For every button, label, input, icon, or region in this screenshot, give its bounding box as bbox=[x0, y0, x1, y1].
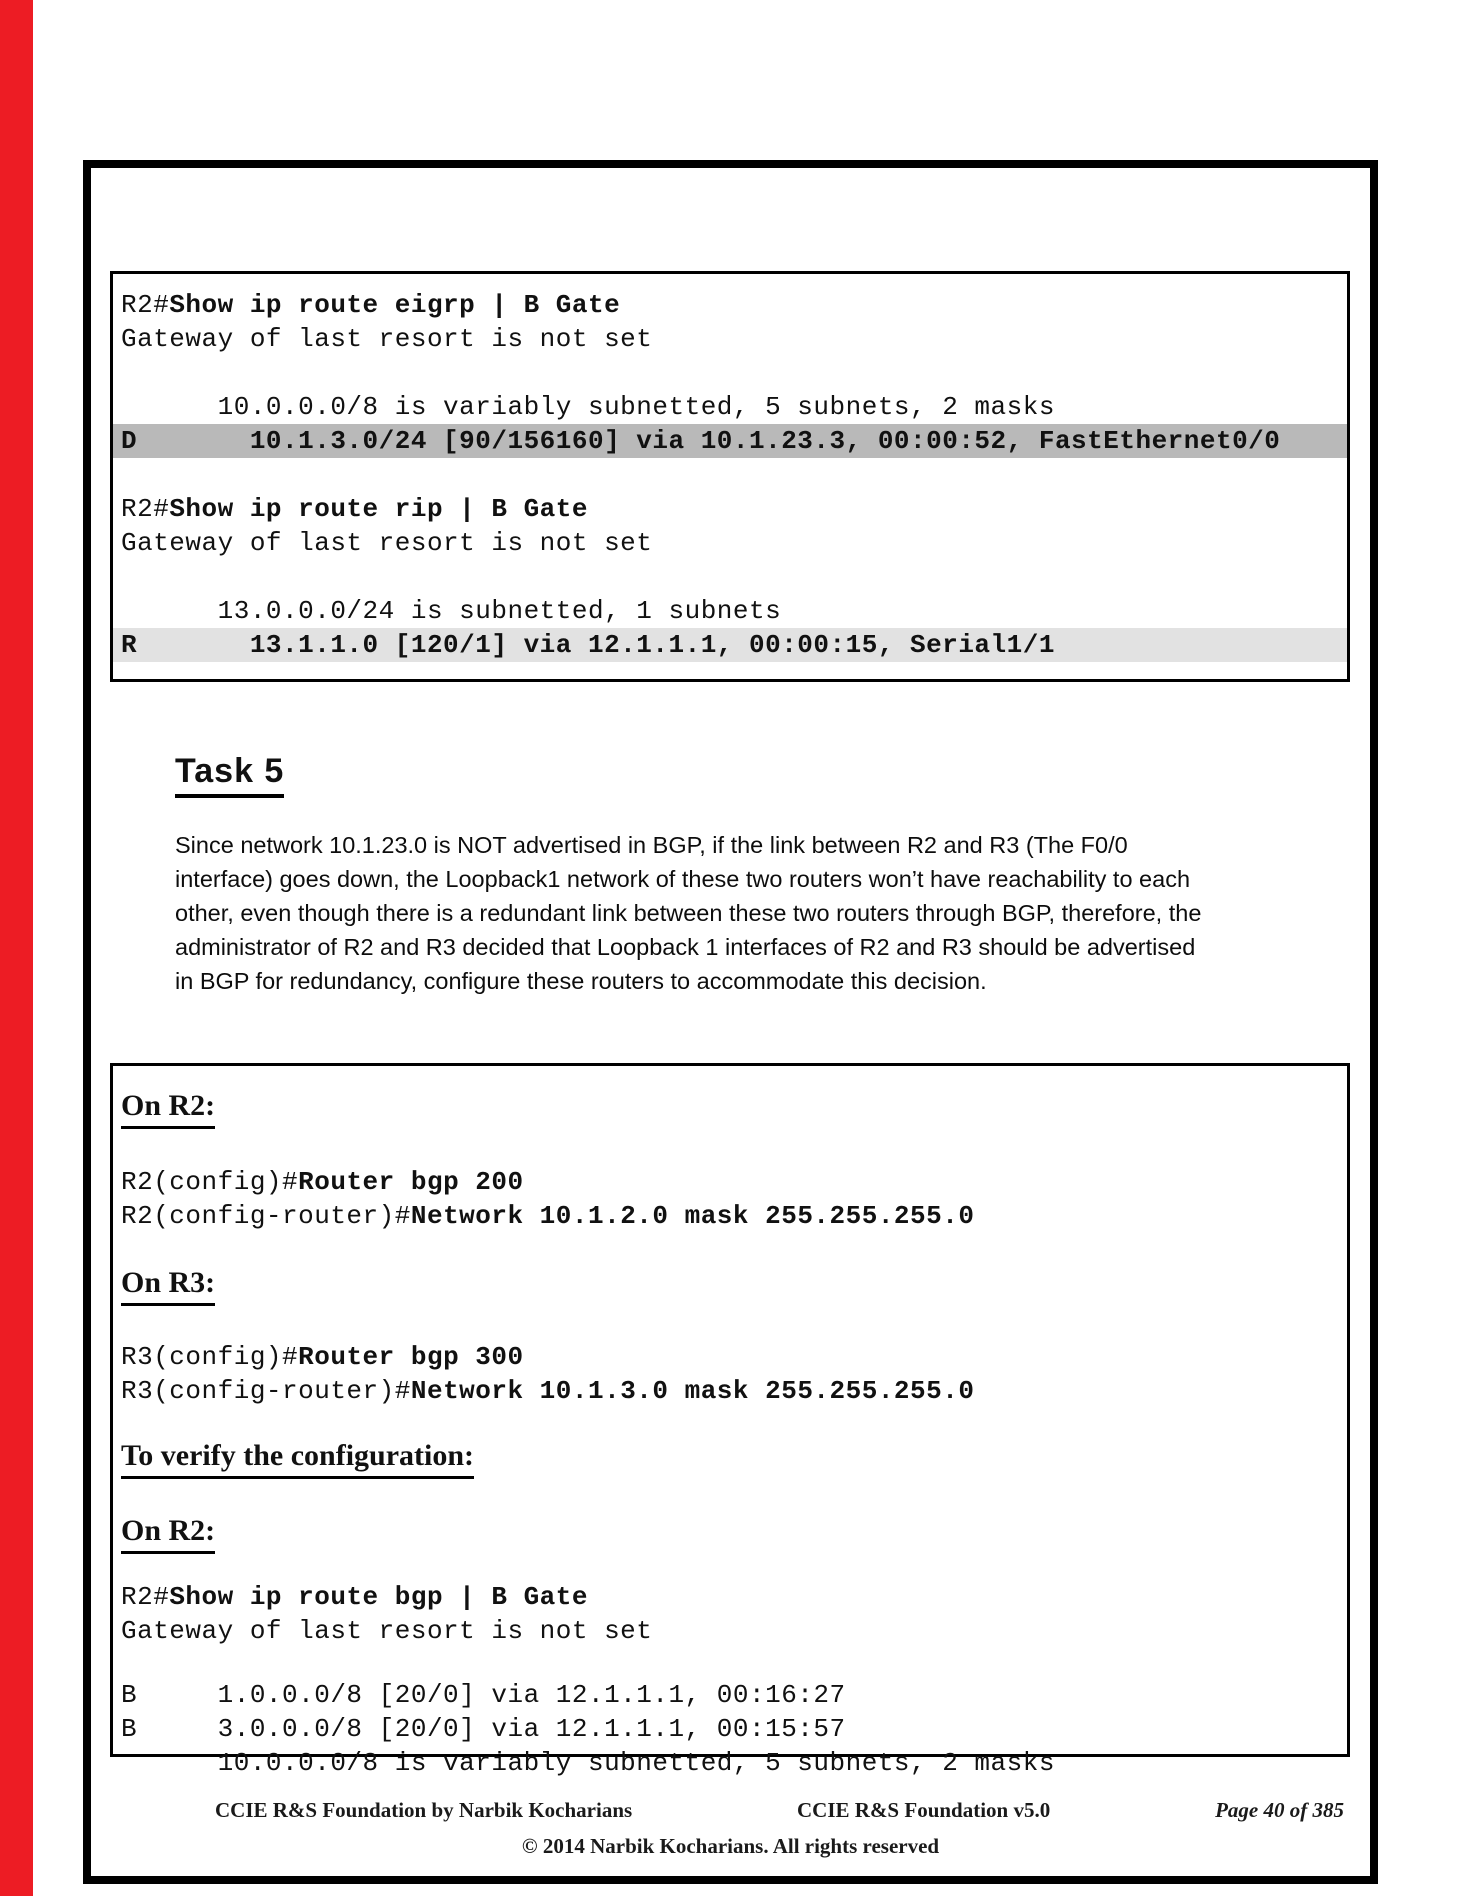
task-title bbox=[175, 752, 284, 798]
cli-command: Router bgp 300 bbox=[298, 1342, 524, 1372]
cli-output-line: Gateway of last resort is not set bbox=[121, 1616, 653, 1646]
cli-command: Router bgp 200 bbox=[298, 1167, 524, 1197]
cli-command-line bbox=[113, 1199, 1347, 1233]
cli-command: Show ip route rip | B Gate bbox=[169, 494, 588, 524]
cli-command: Network 10.1.2.0 mask 255.255.255.0 bbox=[410, 1201, 975, 1231]
heading-text: On R2: bbox=[121, 1513, 215, 1554]
cli-output-line: B 1.0.0.0/8 [20/0] via 12.1.1.1, 00:16:27 bbox=[121, 1680, 846, 1710]
cli-prompt: R2(config-router)# bbox=[121, 1201, 411, 1231]
footer-copyright: © 2014 Narbik Kocharians. All rights reserved bbox=[521, 1834, 940, 1858]
highlighted-route-line: R 13.1.1.0 [120/1] via 12.1.1.1, 00:00:15, Serial1/1 bbox=[113, 628, 1347, 662]
cli-command-line bbox=[113, 288, 1347, 322]
heading-text: On R3: bbox=[121, 1265, 215, 1306]
page-footer bbox=[91, 1798, 1370, 1823]
cli-output-line: Gateway of last resort is not set bbox=[121, 324, 653, 354]
page-frame bbox=[83, 160, 1378, 1884]
cli-output-line: 10.0.0.0/8 is variably subnetted, 5 subnets, 2 masks bbox=[121, 1748, 1055, 1778]
footer-edition: CCIE R&S Foundation v5.0 bbox=[797, 1798, 1051, 1822]
task-title-text: Task 5 bbox=[175, 752, 284, 798]
highlighted-route-line: D 10.1.3.0/24 [90/156160] via 10.1.23.3, 00:00:52, FastEthernet0/0 bbox=[113, 424, 1347, 458]
cli-command: Show ip route bgp | B Gate bbox=[169, 1582, 588, 1612]
blank-line bbox=[113, 1648, 1347, 1678]
cli-prompt: R2# bbox=[121, 494, 170, 524]
cli-output-line: 13.0.0.0/24 is subnetted, 1 subnets bbox=[121, 596, 782, 626]
cli-command-line bbox=[113, 1165, 1347, 1199]
section-heading-on-r2 bbox=[113, 1088, 1347, 1129]
cli-prompt: R2# bbox=[121, 290, 170, 320]
cli-prompt: R3(config-router)# bbox=[121, 1376, 411, 1406]
cli-prompt: R2# bbox=[121, 1582, 170, 1612]
blank-line bbox=[113, 560, 1347, 594]
section-heading-on-r3 bbox=[113, 1265, 1347, 1306]
cli-command-line bbox=[113, 1374, 1347, 1408]
cli-prompt: R2(config)# bbox=[121, 1167, 299, 1197]
footer-page-number: Page 40 of 385 bbox=[1215, 1798, 1344, 1822]
cli-output-line: 10.0.0.0/8 is variably subnetted, 5 subnets, 2 masks bbox=[121, 392, 1055, 422]
cli-command: Show ip route eigrp | B Gate bbox=[169, 290, 621, 320]
cli-output-line: Gateway of last resort is not set bbox=[121, 528, 653, 558]
cli-command: Network 10.1.3.0 mask 255.255.255.0 bbox=[410, 1376, 975, 1406]
left-margin-stripe bbox=[0, 0, 33, 1896]
footer-book-title: CCIE R&S Foundation by Narbik Kocharians bbox=[215, 1798, 633, 1822]
cli-command-line bbox=[113, 1340, 1347, 1374]
terminal-output-box-eigrp-rip bbox=[110, 271, 1350, 682]
blank-line bbox=[113, 356, 1347, 390]
task-description: Since network 10.1.23.0 is NOT advertised in BGP, if the link between R2 and R3 (The F0/0 interface) goes down, the Loopback1 network of these two routers won’t have reachability to each other, even though there is a redundant link between these two routers through BGP, therefore, the administrator of R2 and R3 decided that Loopback 1 interfaces of R2 and R3 should be advertised in BGP for redundancy, configure these routers to accommodate this decision. bbox=[175, 832, 1202, 994]
configuration-box bbox=[110, 1063, 1350, 1778]
blank-line bbox=[113, 458, 1347, 492]
cli-prompt: R3(config)# bbox=[121, 1342, 299, 1372]
cli-output-line: B 3.0.0.0/8 [20/0] via 12.1.1.1, 00:15:57 bbox=[121, 1714, 846, 1744]
heading-text: On R2: bbox=[121, 1088, 215, 1129]
verify-heading bbox=[113, 1438, 1347, 1479]
heading-text: To verify the configuration: bbox=[121, 1438, 474, 1479]
cli-command-line bbox=[113, 492, 1347, 526]
cli-command-line bbox=[113, 1580, 1347, 1614]
section-heading-on-r2-verify bbox=[113, 1513, 1347, 1554]
